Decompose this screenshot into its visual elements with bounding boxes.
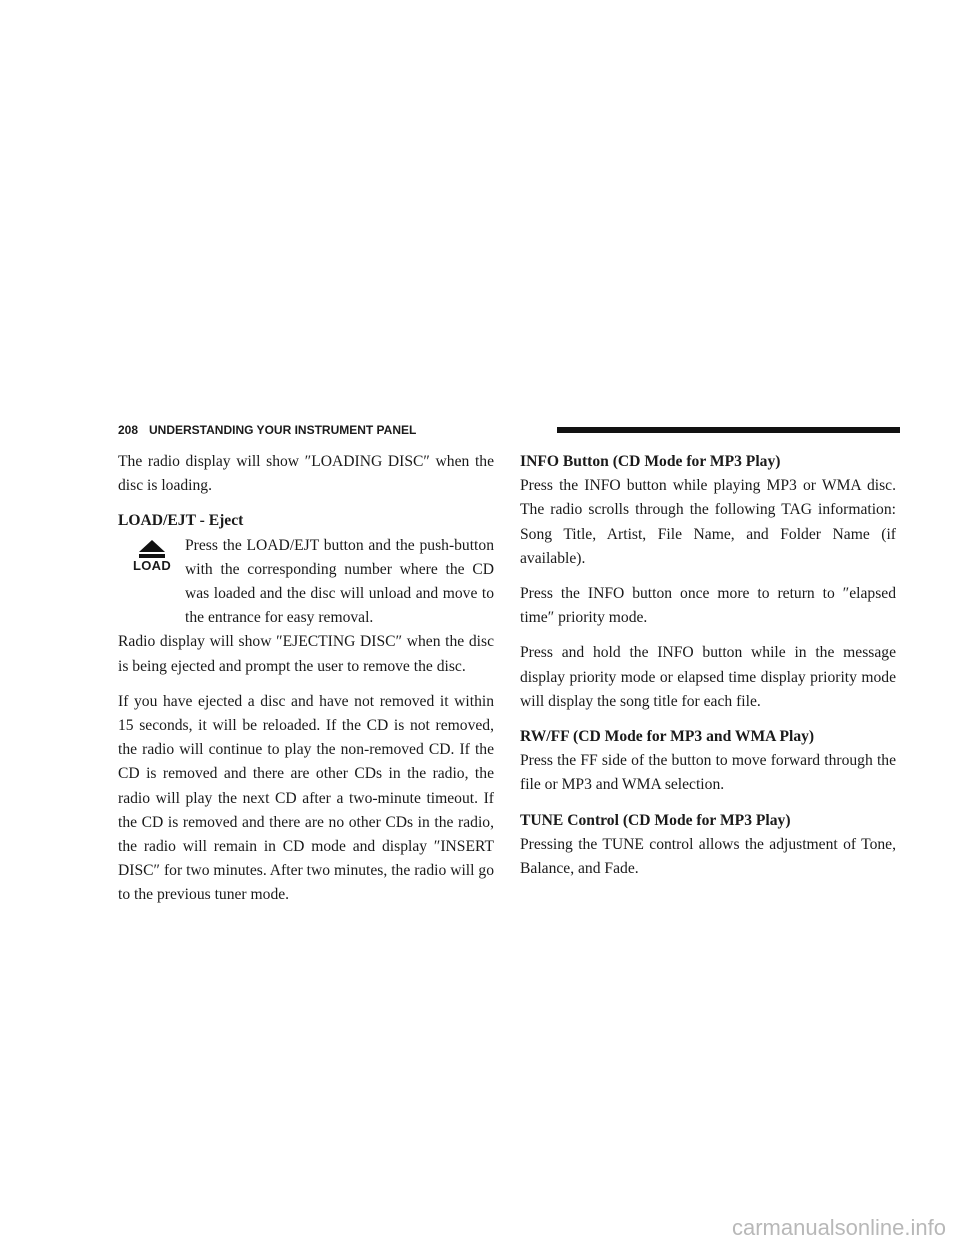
reload-paragraph: If you have ejected a disc and have not removed it within 15 seconds, it will be reloaded. If the CD is not removed, the radio will continue to play the non-removed CD. If the CD is removed and there are other CDs in the radio, the radio will play the next CD after a two-minute timeout. If the CD is removed and there are no other CDs in the radio, the radio will remain in CD mode and display ″INSERT DISC″ for two minutes. After two minutes, the radio will go to the previous tuner mode. [118, 692, 494, 904]
loading-disc-paragraph: The radio display will show ″LOADING DISC″ when the disc is loading. [118, 453, 494, 495]
rw-ff-paragraph: Press the FF side of the button to move forward through the file or MP3 and WMA selection. [520, 752, 896, 794]
eject-triangle-icon [137, 539, 167, 559]
info-paragraph-3: Press and hold the INFO button while in the message display priority mode or elapsed time display priority mode will display the song title for each file. [520, 644, 896, 710]
tune-control-paragraph: Pressing the TUNE control allows the adjustment of Tone, Balance, and Fade. [520, 835, 896, 878]
info-paragraph-1: Press the INFO button while playing MP3 or WMA disc. The radio scrolls through the following TAG information: Song Title, Artist, File Name, and Folder Name (if available). [520, 477, 896, 567]
load-eject-icon [128, 539, 176, 585]
page-header [118, 421, 900, 439]
watermark: carmanualsonline.info [731, 1215, 946, 1240]
left-column [118, 450, 494, 919]
page-number: 208 [118, 423, 139, 437]
info-paragraph-2: Press the INFO button once more to return to ″elapsed time″ priority mode. [520, 585, 896, 627]
load-eject-heading: LOAD/EJT - Eject [118, 512, 244, 530]
tune-control-heading: TUNE Control (CD Mode for MP3 Play) [520, 811, 791, 829]
load-eject-indented-text: Press the LOAD/EJT button and the push-button with the corresponding number where the CD was loaded and the disc will unload and move to the entrance for easy removal. [185, 536, 494, 627]
load-eject-section [118, 509, 494, 678]
ejecting-disc-paragraph: Radio display will show ″EJECTING DISC″ when the disc is being ejected and prompt the user to remove the disc. [118, 633, 494, 675]
right-column [520, 450, 896, 892]
load-icon-label: LOAD [132, 558, 172, 574]
info-button-heading: INFO Button (CD Mode for MP3 Play) [520, 453, 781, 470]
rw-ff-heading: RW/FF (CD Mode for MP3 and WMA Play) [520, 728, 815, 746]
section-title: UNDERSTANDING YOUR INSTRUMENT PANEL [149, 423, 417, 437]
header-rule [557, 427, 900, 433]
